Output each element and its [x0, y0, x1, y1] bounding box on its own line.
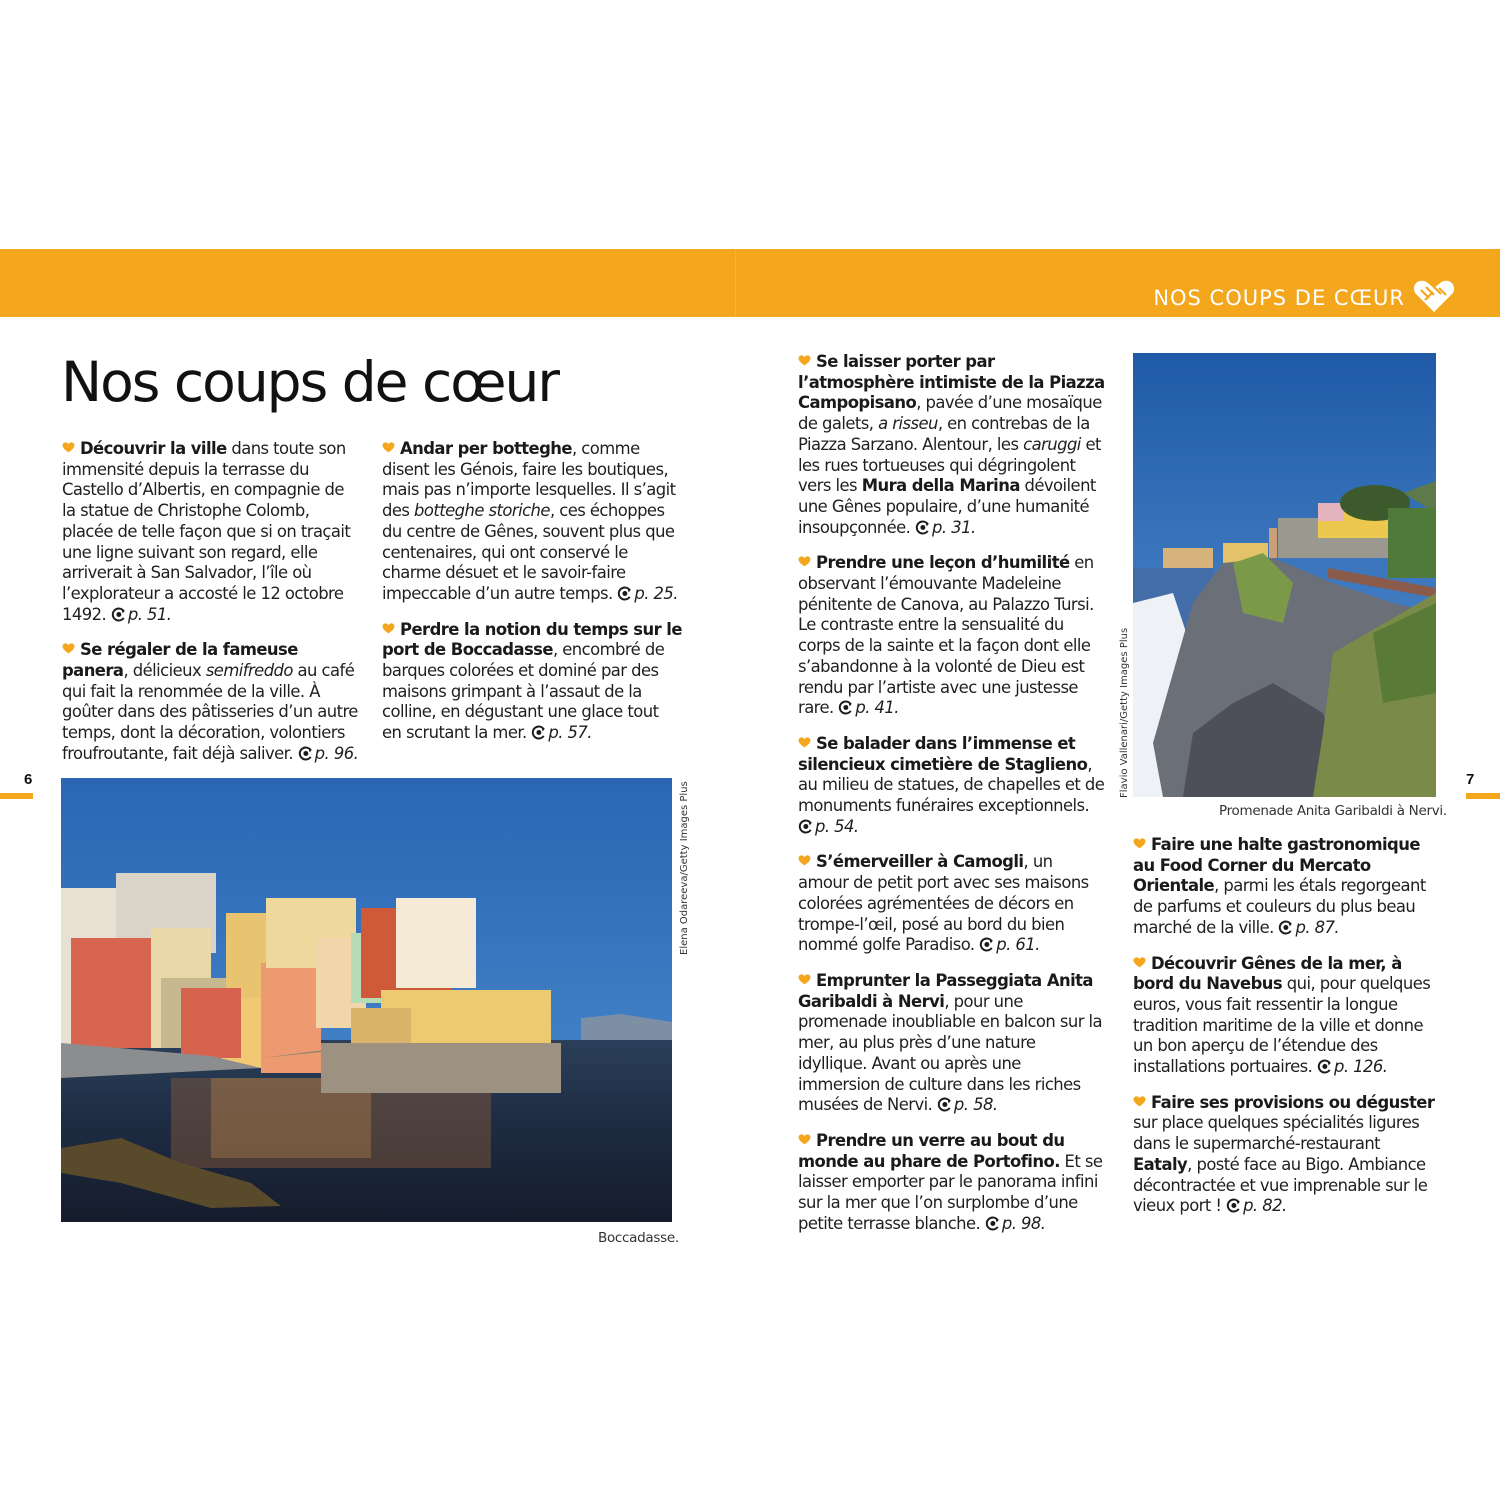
- photo-nervi: [1133, 353, 1436, 797]
- heart-icon: [798, 855, 811, 866]
- eye-arrow-icon: [1226, 1198, 1241, 1213]
- list-item: Faire une halte gastronomique au Food Corner du Mercato Orientale, parmi les étals regorgeant de parfums et couleurs du plus beau marché de la ville. p. 87.: [1133, 835, 1426, 937]
- list-item: Se balader dans l’immense et silencieux cimetière de Staglieno, au milieu de statues, de chapelles et de monuments funéraires exceptionnels. p. 54.: [798, 733, 1105, 836]
- right-column-1: [798, 352, 1106, 1249]
- eye-arrow-icon: [979, 937, 994, 952]
- eye-arrow-icon: [838, 700, 853, 715]
- photo-credit-right: Flavio Vallenari/Getty Images Plus: [1119, 627, 1130, 798]
- page-marker-left: [0, 793, 33, 799]
- eye-arrow-icon: [531, 725, 546, 740]
- list-item: S’émerveiller à Camogli, un amour de petit port avec ses maisons colorées agrémentées de décors en trompe-l’œil, posé au bord du bien nommé golfe Paradiso. p. 61.: [798, 852, 1089, 955]
- heart-icon: [382, 442, 395, 453]
- heart-icon: [62, 643, 75, 654]
- heart-icon: [798, 355, 811, 366]
- list-item: Découvrir la ville dans toute son immensité depuis la terrasse du Castello d’Albertis, en compagnie de la statue de Christophe Colomb, placée de telle façon que si on traçait une ligne suivant son regard, elle arriverait à San Salvador, l’île où l’explorateur a accosté le 12 octobre 1492. p. 51.: [62, 439, 351, 624]
- page-reference: p. 41.: [838, 698, 899, 717]
- list-item: Prendre un verre au bout du monde au phare de Portofino. Et se laisser emporter par le panorama infini sur la mer que l’on surplombe d’une petite terrasse blanche. p. 98.: [798, 1130, 1103, 1233]
- heart-icon: [798, 556, 811, 567]
- eye-arrow-icon: [298, 746, 313, 761]
- page-reference: p. 87.: [1278, 918, 1339, 937]
- page-reference: p. 25.: [617, 584, 678, 603]
- page-reference: p. 61.: [979, 935, 1040, 954]
- eye-arrow-icon: [111, 607, 126, 622]
- photo-caption-right: Promenade Anita Garibaldi à Nervi.: [1219, 803, 1447, 819]
- list-item: Découvrir Gênes de la mer, à bord du Navebus qui, pour quelques euros, vous fait ressentir la longue tradition maritime de la ville et donne un bon aperçu de l’étendue des installations portuaires. p. 126.: [1133, 953, 1431, 1077]
- right-column-2: [1133, 835, 1438, 1232]
- page-gutter: [735, 249, 736, 317]
- page-reference: p. 126.: [1317, 1057, 1387, 1076]
- eye-arrow-icon: [985, 1216, 1000, 1231]
- list-item: Faire ses provisions ou déguster sur place quelques spécialités ligures dans le supermarché-restaurant Eataly, posté face au Bigo. Ambiance décontractée et vue imprenable sur le vieux port ! p. 82.: [1133, 1092, 1435, 1216]
- eye-arrow-icon: [617, 586, 632, 601]
- heart-icon: [1133, 957, 1146, 968]
- heart-icon: [798, 737, 811, 748]
- page-reference: p. 58.: [937, 1095, 998, 1114]
- heart-icon: [1133, 838, 1146, 849]
- photo-credit-left: Elena Odareeva/Getty Images Plus: [679, 781, 690, 955]
- left-column-1: [62, 439, 362, 780]
- page-number-right: 7: [1466, 771, 1475, 788]
- page-reference: p. 98.: [985, 1214, 1046, 1233]
- heart-icon: [62, 442, 75, 453]
- page-reference: p. 57.: [531, 723, 592, 742]
- list-item: Perdre la notion du temps sur le port de Boccadasse, encombré de barques colorées et dominé par des maisons grimpant à l’assaut de la colline, en dégustant une glace tout en scrutant la mer. p. 57.: [382, 619, 682, 743]
- eye-arrow-icon: [937, 1097, 952, 1112]
- section-title: NOS COUPS DE CŒUR: [1153, 286, 1405, 310]
- eye-arrow-icon: [1317, 1059, 1332, 1074]
- list-item: Se régaler de la fameuse panera, délicieux semifreddo au café qui fait la renommée de la ville. À goûter dans des pâtisseries d’un autre temps, dont la décoration, volontiers froufroutante, fait déjà saliver. p. 96.: [62, 640, 359, 763]
- list-item: Se laisser porter par l’atmosphère intimiste de la Piazza Campopisano, pavée d’une mosaïque de galets, a risseu, en contrebas de la Piazza Sarzano. Alentour, les caruggi et les rues tortueuses qui dégringolent vers les Mura della Marina dévoilent une Gênes populaire, d’une humanité insoupçonnée. p. 31.: [798, 352, 1105, 537]
- eye-arrow-icon: [798, 819, 813, 834]
- page-reference: p. 82.: [1226, 1196, 1287, 1215]
- heart-icon: [798, 974, 811, 985]
- page-reference: p. 31.: [915, 518, 976, 537]
- photo-caption-left: Boccadasse.: [598, 1230, 679, 1246]
- eye-arrow-icon: [915, 520, 930, 535]
- page-title: Nos coups de cœur: [61, 350, 558, 414]
- page-number-left: 6: [24, 771, 33, 788]
- eye-arrow-icon: [1278, 920, 1293, 935]
- left-column-2: [382, 439, 682, 759]
- list-item: Prendre une leçon d’humilité en observant l’émouvante Madeleine pénitente de Canova, au Palazzo Tursi. Le contraste entre la sensualité du corps de la sainte et la façon dont elle s’abandonne à la volonté de Dieu est rendu par l’artiste avec une justesse rare. p. 41.: [798, 553, 1094, 718]
- handshake-heart-icon: [1413, 278, 1455, 314]
- list-item: Andar per botteghe, comme disent les Génois, faire les boutiques, mais pas n’importe lesquelles. Il s’agit des botteghe storiche, ces échoppes du centre de Gênes, souvent plus que centenaires, qui ont conservé le charme désuet et le savoir-faire impeccable d’un autre temps. p. 25.: [382, 439, 678, 603]
- photo-boccadasse: [61, 778, 672, 1222]
- page-reference: p. 96.: [298, 744, 359, 763]
- heart-icon: [382, 623, 395, 634]
- page-reference: p. 54.: [798, 817, 859, 836]
- list-item: Emprunter la Passeggiata Anita Garibaldi à Nervi, pour une promenade inoubliable en balcon sur la mer, au plus près d’une nature idyllique. Avant ou après une immersion de culture dans les riches musées de Nervi. p. 58.: [798, 970, 1103, 1115]
- page-marker-right: [1466, 793, 1500, 799]
- page-reference: p. 51.: [111, 605, 172, 624]
- heart-icon: [1133, 1096, 1146, 1107]
- heart-icon: [798, 1134, 811, 1145]
